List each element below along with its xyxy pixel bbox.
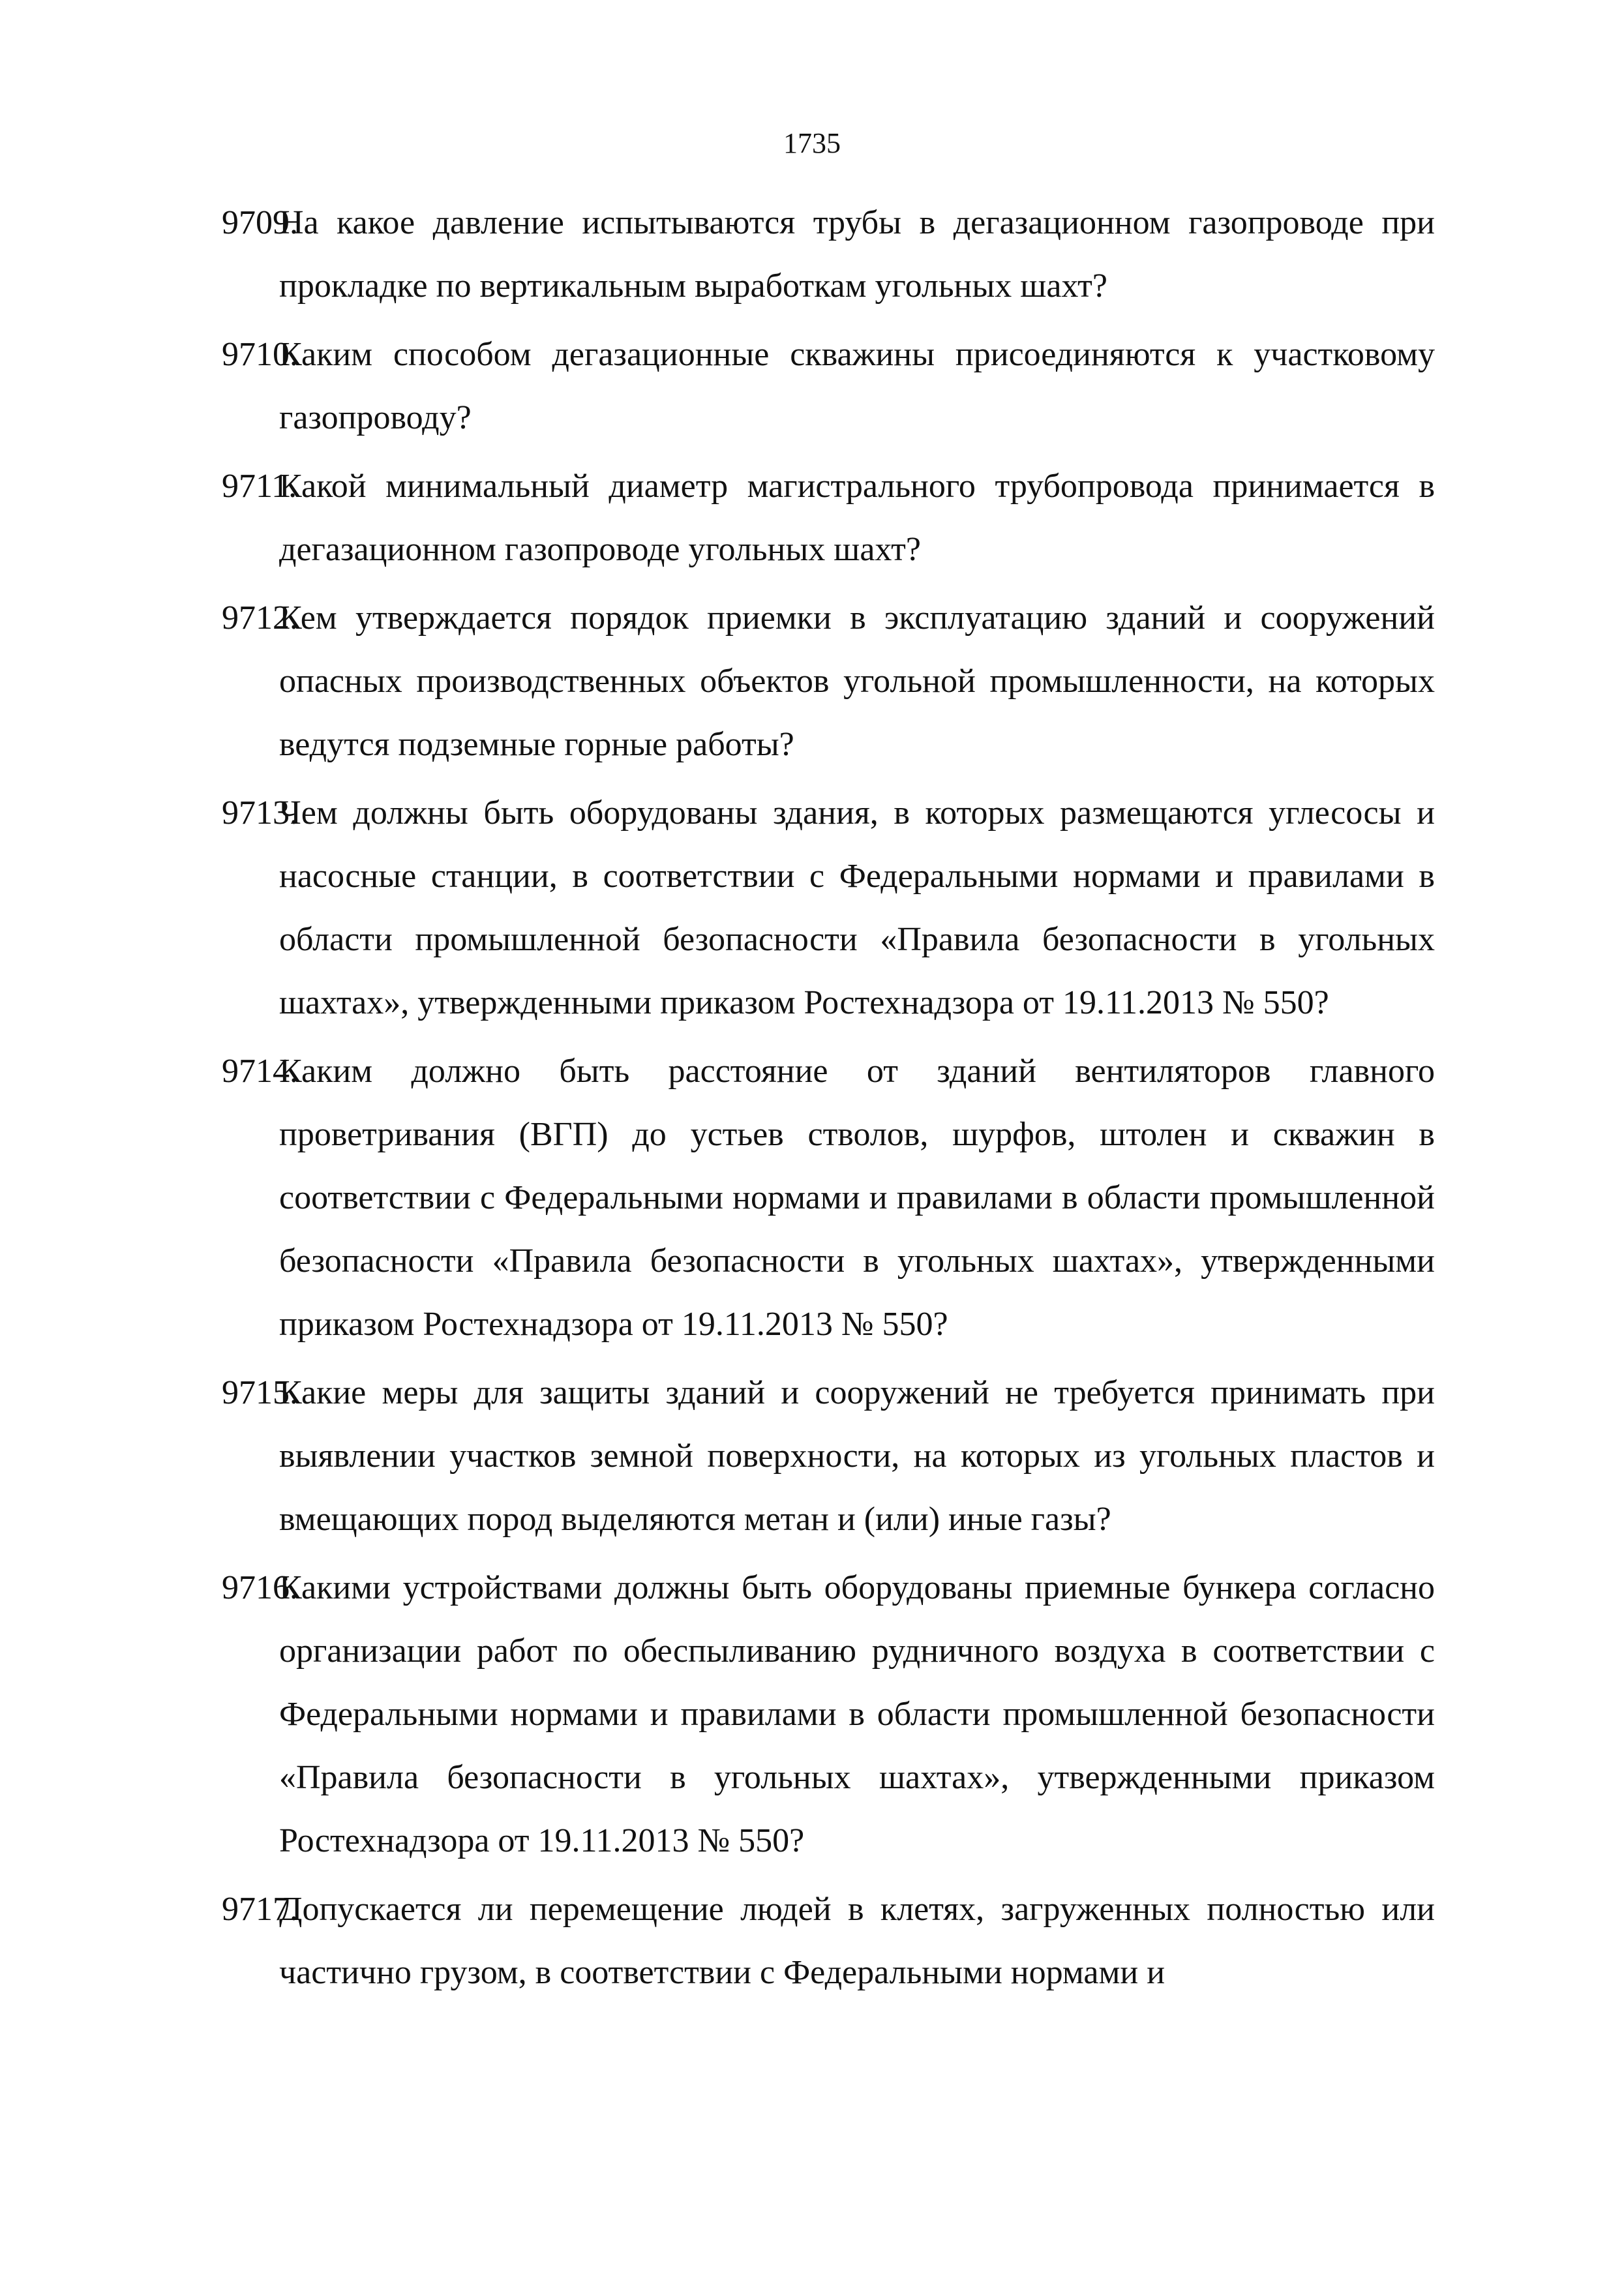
question-number: 9715.: [222, 1374, 298, 1411]
question-item: [222, 455, 1435, 581]
question-number: 9710.: [222, 336, 298, 373]
question-text: Какие меры для защиты зданий и сооружений не требуется принимать при выявлении участков земной поверхности, на которых из угольных пластов и вмещающих пород выделяются метан и (или) иные газы?: [279, 1374, 1435, 1538]
question-number: 9716.: [222, 1569, 298, 1606]
question-number: 9717.: [222, 1891, 298, 1928]
question-text: Какими устройствами должны быть оборудованы приемные бункера согласно организации работ по обеспыливанию рудничного воздуха в соответствии с Федеральными нормами и правилами в области промышленной безопасности «Правила безопасности в угольных шахтах», утвержденными приказом Ростехнадзора от 19.11.2013 № 550?: [279, 1569, 1435, 1859]
question-item: [222, 781, 1435, 1034]
question-item: [222, 586, 1435, 776]
question-item: [222, 1040, 1435, 1356]
question-text: Чем должны быть оборудованы здания, в которых размещаются углесосы и насосные станции, в соответствии с Федеральными нормами и правилами в области промышленной безопасности «Правила безопасности в угольных шахтах», утвержденными приказом Ростехнадзора от 19.11.2013 № 550?: [279, 794, 1435, 1021]
question-text: Кем утверждается порядок приемки в эксплуатацию зданий и сооружений опасных производственных объектов угольной промышленности, на которых ведутся подземные горные работы?: [279, 599, 1435, 763]
question-text: Какой минимальный диаметр магистрального трубопровода принимается в дегазационном газопроводе угольных шахт?: [279, 468, 1435, 568]
question-item: [222, 323, 1435, 449]
question-text: Каким способом дегазационные скважины присоединяются к участковому газопроводу?: [279, 336, 1435, 436]
question-item: [222, 1361, 1435, 1551]
question-number: 9714.: [222, 1053, 298, 1090]
question-number: 9712.: [222, 599, 298, 637]
question-text: На какое давление испытываются трубы в дегазационном газопроводе при прокладке по вертикальным выработкам угольных шахт?: [279, 204, 1435, 305]
page-number: 1735: [783, 127, 841, 159]
question-text: Каким должно быть расстояние от зданий вентиляторов главного проветривания (ВГП) до устьев стволов, шурфов, штолен и скважин в соответствии с Федеральными нормами и правилами в области промышленной безопасности «Правила безопасности в угольных шахтах», утвержденными приказом Ростехнадзора от 19.11.2013 № 550?: [279, 1053, 1435, 1343]
question-number: 9709.: [222, 204, 298, 241]
question-text: Допускается ли перемещение людей в клетях, загруженных полностью или частично грузом, в соответствии с Федеральными нормами и: [279, 1891, 1435, 1991]
question-number: 9711.: [222, 468, 297, 505]
question-number: 9713.: [222, 794, 298, 832]
question-list: [222, 191, 1435, 2009]
question-item: [222, 1878, 1435, 2004]
question-item: [222, 191, 1435, 318]
question-item: [222, 1556, 1435, 1872]
